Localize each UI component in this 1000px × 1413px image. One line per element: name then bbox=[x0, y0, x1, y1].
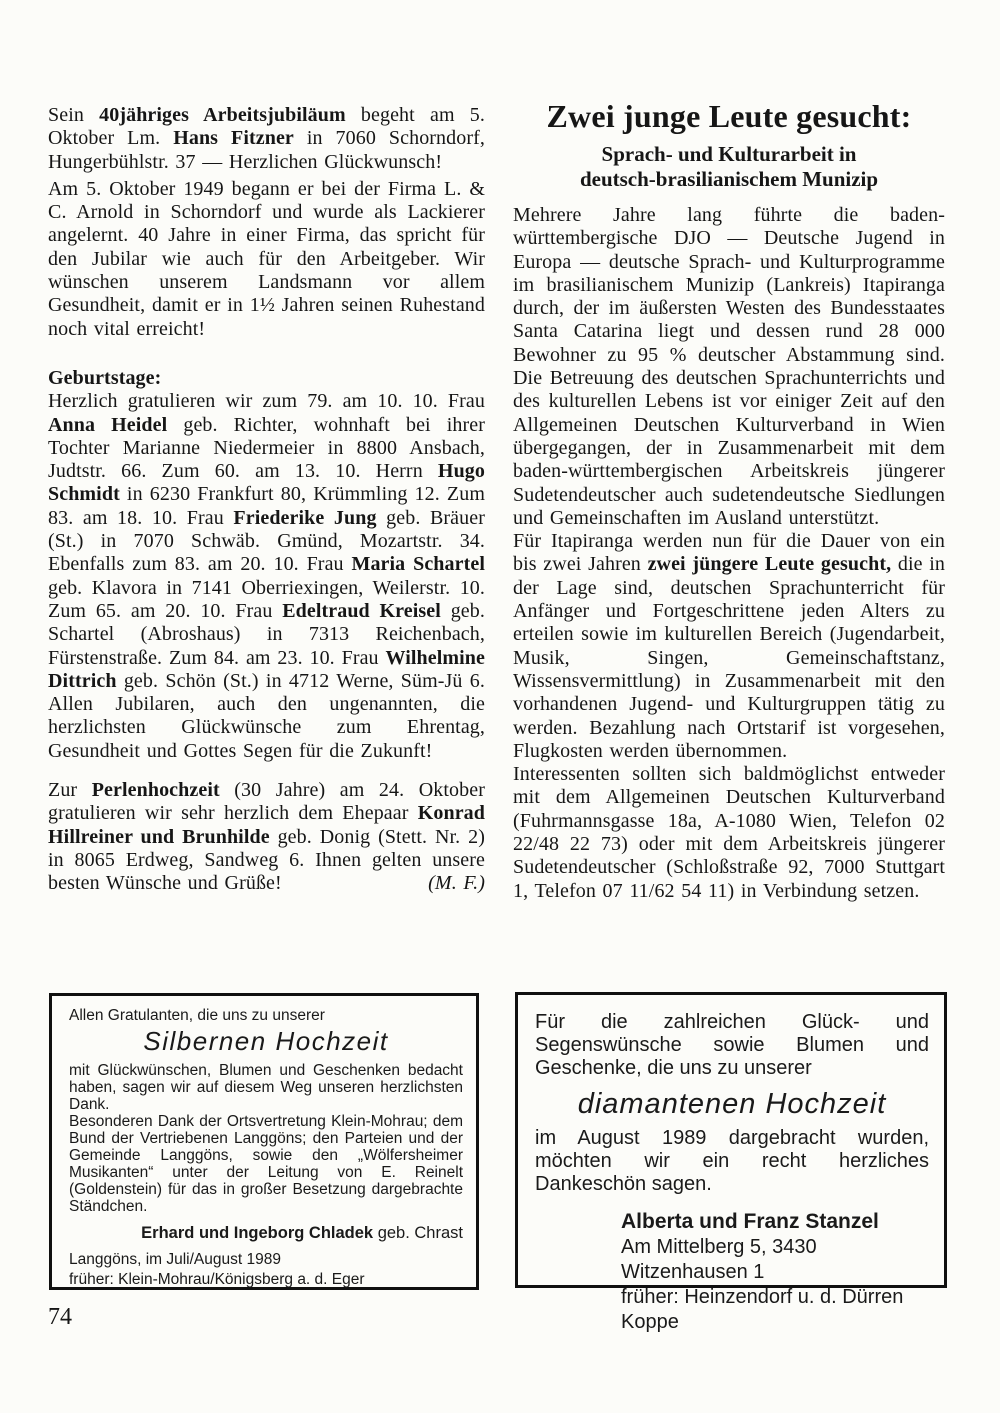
silver-box-former-residence: früher: Klein-Mohrau/Königsberg a. d. Eger bbox=[69, 1271, 365, 1288]
jubilee-paragraph: Sein 40jähriges Arbeitsjubiläum begeht am 5. Oktober Lm. Hans Fitzner in 7060 Schorndorf, Hungerbühlstr. 37 — Herzlichen Glückwunsch! bbox=[48, 104, 485, 173]
diamond-box-signature-block bbox=[621, 1208, 929, 1335]
silver-box-body-2: Besonderen Dank der Ortsvertretung Klein-Mohrau; dem Bund der Vertriebenen Langgöns; den Parteien und der Gemeinde Langgöns, sowie den „Wölfersheimer Musikanten“ unter der Leitung von E. Reinelt (Goldenstein) für das in großer Besetzung dargebrachte Ständchen. bbox=[69, 1113, 463, 1215]
article-paragraph-2: Für Itapiranga werden nun für die Dauer von ein bis zwei Jahren zwei jüngere Leute gesucht, die in der Lage sind, deutschen Sprachunterricht für Anfänger und Fortgeschrittene jeden Alters zu erteilen sowie im kulturellen Bereich (Jugendarbeit, Musik, Singen, Gemeinschaftstanz, Wissensvermittlung) in Zusammenarbeit mit den vorhandenen Jugend- und Kulturgruppen tätig zu werden. Bezahlung nach Ortstarif ist vorgesehen, Flugkosten werden übernommen. bbox=[513, 530, 945, 762]
diamond-box-former-residence: früher: Heinzendorf u. d. Dürren Koppe bbox=[621, 1286, 904, 1333]
silver-box-title: Silbernen Hochzeit bbox=[143, 1026, 389, 1056]
pearl-attribution: (M. F.) bbox=[428, 872, 485, 895]
article-paragraph-3: Interessenten sollten sich baldmöglichst entweder mit dem Allgemeinen Deutschen Kulturverband (Fuhrmannsgasse 18a, A-1080 Wien, Telefon 02 22/48 22 73) oder mit dem Arbeitskreis jüngerer Sudetendeutscher (Schloßstraße 92, 7000 Stuttgart 1, Telefon 07 11/62 54 11) in Verbindung setzen. bbox=[513, 763, 945, 902]
article-subhead-line1: Sprach- und Kulturarbeit in bbox=[601, 142, 857, 166]
silver-box-intro: Allen Gratulanten, die uns zu unserer bbox=[69, 1007, 325, 1024]
article-subhead-line2: deutsch-brasilianischem Munizip bbox=[579, 167, 879, 191]
article-headline: Zwei junge Leute gesucht: bbox=[546, 98, 912, 134]
silver-box-signature: Erhard und Ingeborg Chladek geb. Chrast bbox=[141, 1224, 463, 1242]
left-column bbox=[48, 104, 485, 896]
diamond-box-title: diamantenen Hochzeit bbox=[577, 1088, 887, 1120]
article-paragraph-1: Mehrere Jahre lang führte die baden-württembergische DJO — Deutsche Jugend in Europa — deutsche Sprach- und Kulturprogramme im brasilianischem Munizip (Lankreis) Itapiranga durch, der im äußersten Westen des Bundesstaates Santa Catarina liegt und dessen rund 28 000 Bewohner zu 95 % deutscher Abstammung sind. Die Betreuung des deutschen Sprachunterrichts und des kulturellen Lebens ist vor einiger Zeit auf den Allgemeinen Deutschen Kulturverband in Wien übergegangen, der in Zusammenarbeit mit dem baden-württembergischen Arbeitskreis jüngerer Sudetendeutscher auch sudetendeutsche Siedlungen und Gemeinschaften im Ausland unterstützt. bbox=[513, 204, 945, 529]
silver-box-body-1: mit Glückwünschen, Blumen und Geschenken bedacht haben, sagen wir auf diesem Weg unseren herzlichsten Dank. bbox=[69, 1062, 463, 1113]
birthdays-paragraph: Herzlich gratulieren wir zum 79. am 10. 10. Frau Anna Heidel geb. Richter, wohnhaft bei ihrer Tochter Marianne Niedermeier in 8800 Ansbach, Judtstr. 66. Zum 60. am 13. 10. Herrn Hugo Schmidt in 6230 Frankfurt 80, Krümmling 12. Zum 83. am 18. 10. Frau Friederike Jung geb. Bräuer (St.) in 7070 Schwäb. Gmünd, Mozartstr. 34. Ebenfalls zum 83. am 20. 10. Frau Maria Schartel geb. Klavora in 7141 Oberriexingen, Weilerstr. 10. Zum 65. am 20. 10. Frau Edeltraud Kreisel geb. Schartel (Abroshaus) in 7313 Reichenbach, Fürstenstraße. Zum 84. am 23. 10. Frau Wilhelmine Dittrich geb. Schön (St.) in 4712 Werne, Süm-Jü 6. Allen Jubilaren, auch den ungenannten, die herzlichsten Glückwünsche zum Ehrentag, Gesundheit und Gottes Segen für die Zukunft! bbox=[48, 390, 486, 762]
diamond-box-intro: Für die zahlreichen Glück- und Segenswünsche sowie Blumen und Geschenke, die uns zu unserer bbox=[535, 1011, 929, 1079]
diamond-box-body: im August 1989 dargebracht wurden, möchten wir ein recht herzliches Dankeschön sagen. bbox=[535, 1127, 929, 1195]
diamond-box-address: Am Mittelberg 5, 3430 Witzenhausen 1 bbox=[621, 1236, 817, 1283]
page-number: 74 bbox=[48, 1304, 72, 1330]
silver-wedding-box bbox=[49, 993, 479, 1290]
diamond-wedding-box bbox=[515, 992, 947, 1333]
silver-box-place-date: Langgöns, im Juli/August 1989 bbox=[69, 1251, 281, 1268]
birthdays-heading: Geburtstage: bbox=[48, 366, 162, 389]
article-subhead bbox=[513, 142, 945, 192]
pearl-wedding-text: Zur Perlenhochzeit (30 Jahre) am 24. Oktober gratulieren wir sehr herzlich dem Ehepaar Konrad Hillreiner und Brunhilde geb. Donig (Stett. Nr. 2) in 8065 Erdweg, Sandweg 6. Ihnen gelten unsere besten Wünsche und Grüße! bbox=[48, 779, 485, 895]
jubilee-details-paragraph: Am 5. Oktober 1949 begann er bei der Firma L. & C. Arnold in Schorndorf und wurde als Lackierer angelernt. 40 Jahre in einer Firma, das spricht für den Jubilar wie auch für den Arbeitgeber. Wir wünschen unserem Landsmann vor allem Gesundheit, damit er in 1½ Jahren seinen Ruhestand noch vital erreicht! bbox=[48, 177, 485, 340]
diamond-box-signature-name: Alberta und Franz Stanzel bbox=[621, 1210, 879, 1233]
right-column bbox=[513, 98, 945, 903]
pearl-wedding-paragraph bbox=[48, 779, 485, 895]
